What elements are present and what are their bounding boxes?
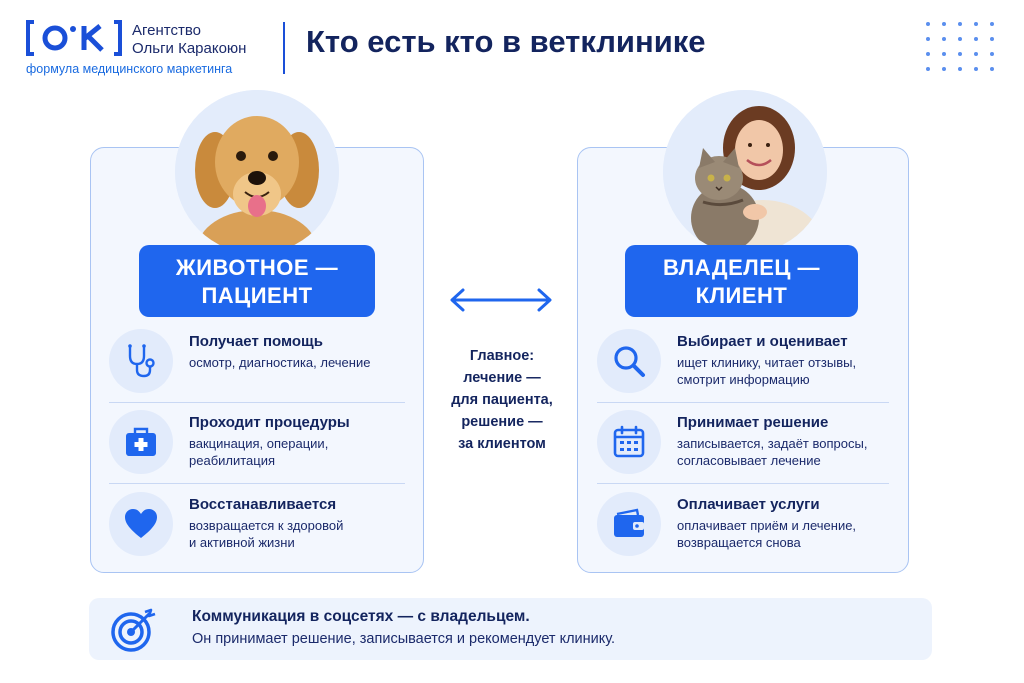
decorative-dots xyxy=(926,22,998,76)
center-line5: за клиентом xyxy=(458,436,546,452)
divider xyxy=(109,402,405,403)
patient-item-procedures xyxy=(109,410,409,480)
item-desc xyxy=(189,435,328,469)
decorative-dot xyxy=(974,67,978,71)
item-title: Принимает решение xyxy=(677,414,829,431)
agency-line2: Ольги Каракоюн xyxy=(132,40,247,57)
item-desc-line1: вакцинация, операции, xyxy=(189,436,329,451)
center-line3: для пациента, xyxy=(451,392,553,408)
item-desc-line2: и активной жизни xyxy=(189,535,295,550)
item-desc xyxy=(677,517,856,551)
item-desc-line1: возвращается к здоровой xyxy=(189,518,344,533)
decorative-dot xyxy=(990,52,994,56)
agency-tagline: формула медицинского маркетинга xyxy=(26,62,233,76)
woman-with-cat-photo xyxy=(663,90,827,254)
decorative-dot xyxy=(926,67,930,71)
agency-name xyxy=(132,22,246,58)
decorative-dot xyxy=(974,37,978,41)
decorative-dot xyxy=(958,22,962,26)
item-desc-line2: смотрит информацию xyxy=(677,372,810,387)
item-title: Проходит процедуры xyxy=(189,414,350,431)
decorative-dot xyxy=(990,22,994,26)
header-divider xyxy=(283,22,285,74)
agency-logo xyxy=(26,18,122,58)
magnifier-icon xyxy=(597,329,661,393)
item-desc-line2: реабилитация xyxy=(189,453,276,468)
item-desc-line1: ищет клинику, читает отзывы, xyxy=(677,355,857,370)
decorative-dot xyxy=(958,67,962,71)
item-desc xyxy=(189,517,343,551)
patient-badge xyxy=(139,245,375,317)
double-arrow-icon xyxy=(447,285,555,315)
patient-item-help xyxy=(109,329,409,399)
dog-photo xyxy=(175,90,339,254)
footer-note xyxy=(89,598,932,660)
decorative-dot xyxy=(942,67,946,71)
center-line2: лечение — xyxy=(463,370,541,386)
decorative-dot xyxy=(942,22,946,26)
client-badge-line1: ВЛАДЕЛЕЦ — xyxy=(662,255,821,280)
client-item-pay xyxy=(597,492,897,562)
footer-text: Он принимает решение, записывается и рекомендует клинику. xyxy=(192,631,616,647)
decorative-dot xyxy=(958,52,962,56)
item-desc-line1: записывается, задаёт вопросы, xyxy=(677,436,868,451)
client-item-choose xyxy=(597,329,897,399)
decorative-dot xyxy=(926,52,930,56)
item-desc xyxy=(677,435,867,469)
patient-badge-line2: ПАЦИЕНТ xyxy=(201,283,313,308)
item-title: Восстанавливается xyxy=(189,496,337,513)
client-badge-line2: КЛИЕНТ xyxy=(695,283,788,308)
wallet-icon xyxy=(597,492,661,556)
medkit-icon xyxy=(109,410,173,474)
decorative-dot xyxy=(974,22,978,26)
decorative-dot xyxy=(974,52,978,56)
target-icon xyxy=(109,606,157,659)
item-desc-line2: возвращается снова xyxy=(677,535,801,550)
client-badge xyxy=(625,245,858,317)
decorative-dot xyxy=(990,67,994,71)
patient-item-recovery xyxy=(109,492,409,562)
calendar-icon xyxy=(597,410,661,474)
center-line4: решение — xyxy=(461,414,543,430)
item-desc xyxy=(677,354,856,388)
item-desc-line2: согласовывает лечение xyxy=(677,453,821,468)
page-title: Кто есть кто в ветклинике xyxy=(306,24,706,59)
item-title: Выбирает и оценивает xyxy=(677,333,848,350)
item-desc xyxy=(189,354,370,371)
item-desc-line1: оплачивает приём и лечение, xyxy=(677,518,857,533)
decorative-dot xyxy=(990,37,994,41)
divider xyxy=(597,402,889,403)
decorative-dot xyxy=(958,37,962,41)
decorative-dot xyxy=(926,37,930,41)
item-desc-line1: осмотр, диагностика, лечение xyxy=(189,355,371,370)
divider xyxy=(109,483,405,484)
agency-line1: Агентство xyxy=(132,22,201,39)
client-item-decide xyxy=(597,410,897,480)
decorative-dot xyxy=(926,22,930,26)
item-title: Оплачивает услуги xyxy=(677,496,820,513)
center-summary xyxy=(430,345,574,455)
divider xyxy=(597,483,889,484)
header xyxy=(0,0,1024,90)
decorative-dot xyxy=(942,37,946,41)
stethoscope-icon xyxy=(109,329,173,393)
item-title: Получает помощь xyxy=(189,333,323,350)
footer-title: Коммуникация в соцсетях — с владельцем. xyxy=(192,608,530,625)
center-line1: Главное: xyxy=(469,348,535,364)
decorative-dot xyxy=(942,52,946,56)
patient-badge-line1: ЖИВОТНОЕ — xyxy=(175,255,339,280)
heart-icon xyxy=(109,492,173,556)
